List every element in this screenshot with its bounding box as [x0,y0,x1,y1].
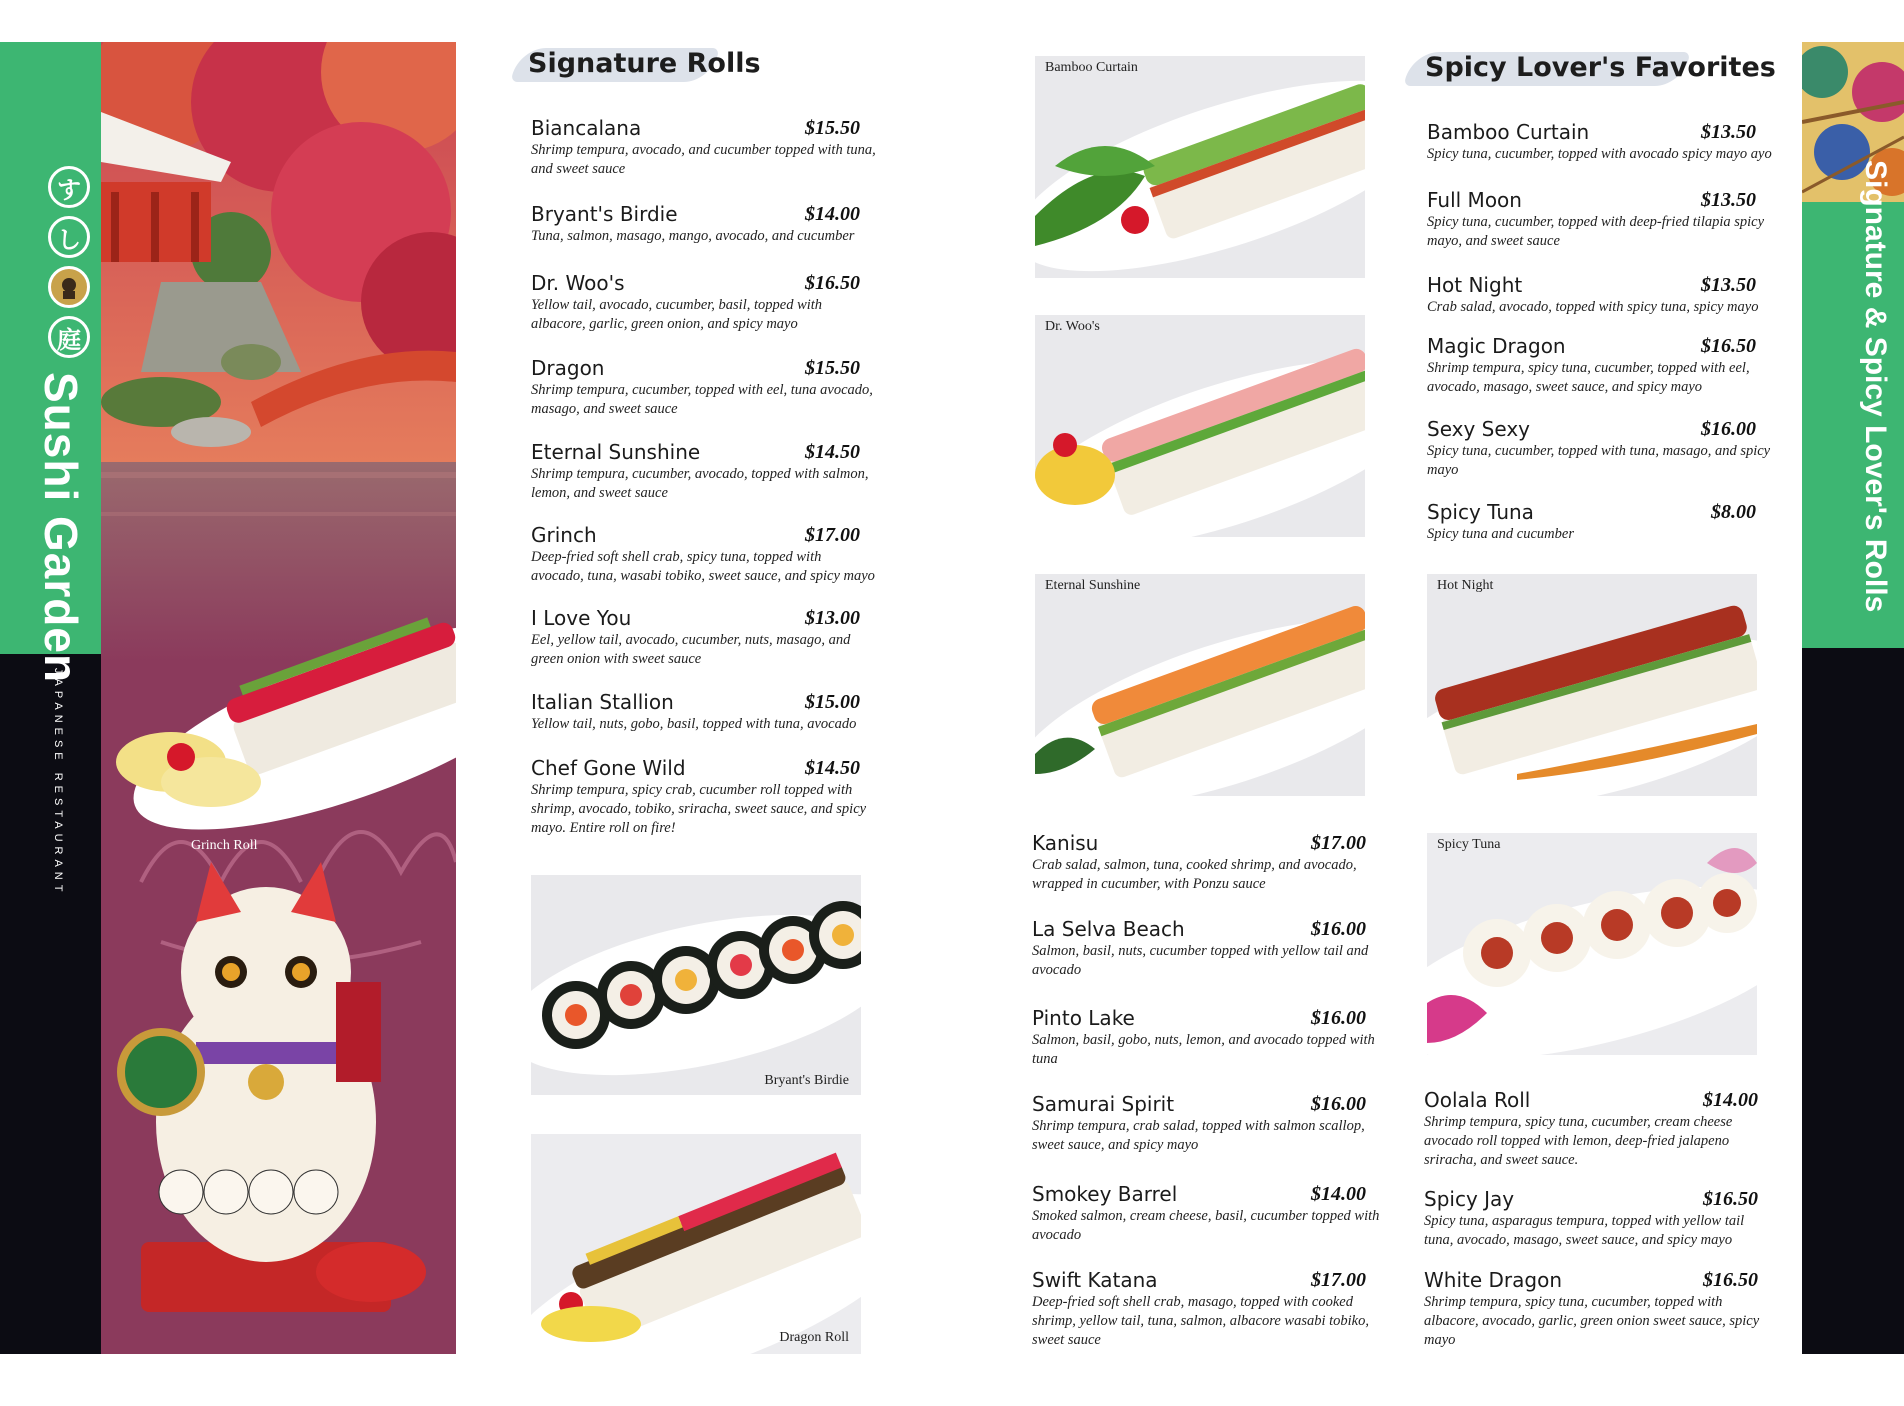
menu-item-description: Shrimp tempura, cucumber, avocado, topped with salmon, lemon, and sweet sauce [531,466,869,501]
menu-item [1427,500,1772,544]
menu-item-description: Deep-fried soft shell crab, spicy tuna, topped with avocado, tuna, wasabi tobiko, sweet sauce, and spicy mayo [531,549,875,584]
logo-mark-1: す [48,166,90,208]
hot-night-photo [1427,574,1757,796]
bamboo-curtain-photo [1035,56,1365,278]
menu-item-description: Deep-fried soft shell crab, masago, topped with cooked shrimp, yellow tail, tuna, salmon, albacore wasabi tobiko, sweet sauce [1032,1294,1369,1348]
eternal-sunshine-photo [1035,574,1365,796]
menu-item-price: $16.50 [1701,335,1756,357]
menu-item-name: Dragon [531,356,605,380]
menu-item-description: Spicy tuna, asparagus tempura, topped with yellow tail tuna, avocado, masago, sweet sauce, and spicy mayo [1424,1213,1745,1248]
menu-item-description: Shrimp tempura, cucumber, topped with eel, tuna avocado, masago, and sweet sauce [531,382,873,417]
right-spine-dark [1802,648,1904,1354]
menu-item-price: $17.00 [1311,832,1366,854]
menu-item-description: Crab salad, salmon, tuna, cooked shrimp, and avocado, wrapped in cucumber, with Ponzu sauce [1032,857,1357,892]
brand-subtitle: JAPANESE RESTAURANT [52,668,64,897]
menu-item-name: Smokey Barrel [1032,1182,1178,1206]
menu-item-description: Shrimp tempura, spicy crab, cucumber roll topped with shrimp, avocado, tobiko, sriracha, sweet sauce, and spicy mayo. Entire roll on fire! [531,782,867,836]
menu-item [531,440,876,503]
menu-item-name: Bryant's Birdie [531,202,678,226]
menu-item [1032,831,1382,894]
menu-item-price: $8.00 [1711,501,1756,523]
menu-item [531,356,876,419]
menu-item-name: Kanisu [1032,831,1099,855]
bryants-birdie-photo [531,875,861,1095]
logo-mark-3: 庭 [48,316,90,358]
menu-item-price: $16.00 [1701,418,1756,440]
menu-item-name: Eternal Sunshine [531,440,701,464]
menu-item-name: Sexy Sexy [1427,417,1530,441]
menu-item-description: Eel, yellow tail, avocado, cucumber, nuts, masago, and green onion with sweet sauce [531,632,851,667]
menu-item-name: La Selva Beach [1032,917,1185,941]
brand-name: Sushi Garden [35,372,87,684]
dr-woos-caption: Dr. Woo's [1045,319,1100,334]
menu-item-price: $17.00 [805,524,860,546]
menu-item-price: $13.50 [1701,274,1756,296]
garden-artwork [101,42,456,1354]
menu-item-name: Chef Gone Wild [531,756,686,780]
menu-item [1032,1092,1382,1155]
menu-item-price: $16.50 [1703,1269,1758,1291]
menu-item-description: Yellow tail, avocado, cucumber, basil, topped with albacore, garlic, green onion, and spicy mayo [531,297,823,332]
menu-item-name: I Love You [531,606,632,630]
menu-item [1032,917,1382,980]
menu-item-name: Hot Night [1427,273,1523,297]
menu-item-description: Spicy tuna, cucumber, topped with deep-fried tilapia spicy mayo, and sweet sauce [1427,214,1765,249]
menu-item-description: Shrimp tempura, spicy tuna, cucumber, cream cheese avocado roll topped with lemon, deep-fried jalapeno sriracha, and sweet sauce. [1424,1114,1733,1168]
menu-item-name: White Dragon [1424,1268,1562,1292]
menu-item-price: $16.50 [1703,1188,1758,1210]
menu-item-price: $16.00 [1311,1093,1366,1115]
menu-item-price: $15.00 [805,691,860,713]
menu-item-price: $16.00 [1311,918,1366,940]
menu-item [1032,1182,1382,1245]
dragon-roll-caption: Dragon Roll [779,1330,849,1345]
menu-item-description: Shrimp tempura, spicy tuna, cucumber, topped with eel, avocado, masago, sweet sauce, and spicy mayo [1427,360,1750,395]
bryants-birdie-caption: Bryant's Birdie [764,1073,849,1088]
spicy-section-title: Spicy Lover's Favorites [1425,52,1776,83]
dr-woos-photo [1035,315,1365,537]
samurai-logo-icon [48,266,90,308]
spicy-tuna-caption: Spicy Tuna [1437,837,1501,852]
menu-item-description: Shrimp tempura, crab salad, topped with salmon scallop, sweet sauce, and spicy mayo [1032,1118,1365,1153]
menu-item [1032,1006,1382,1069]
dragon-roll-photo [531,1134,861,1354]
menu-item-name: Pinto Lake [1032,1006,1135,1030]
menu-item-description: Salmon, basil, nuts, cucumber topped with yellow tail and avocado [1032,943,1369,978]
menu-item-price: $16.00 [1311,1007,1366,1029]
menu-item-price: $14.00 [1703,1089,1758,1111]
menu-item-name: Grinch [531,523,597,547]
menu-item [531,606,876,669]
grinch-roll-caption: Grinch Roll [191,838,258,853]
menu-item-price: $15.50 [805,357,860,379]
menu-item [531,271,876,334]
menu-item [1424,1268,1774,1350]
menu-item-name: Oolala Roll [1424,1088,1531,1112]
menu-item-name: Swift Katana [1032,1268,1158,1292]
signature-section-title: Signature Rolls [528,48,761,79]
menu-item-description: Salmon, basil, gobo, nuts, lemon, and avocado topped with tuna [1032,1032,1375,1067]
menu-item [531,690,876,734]
menu-item-description: Crab salad, avocado, topped with spicy tuna, spicy mayo [1427,299,1759,315]
menu-item-name: Full Moon [1427,188,1522,212]
menu-item-name: Spicy Jay [1424,1187,1515,1211]
menu-item-description: Shrimp tempura, spicy tuna, cucumber, topped with albacore, avocado, garlic, green onion sweet sauce, spicy mayo [1424,1294,1760,1348]
menu-item-price: $15.50 [805,117,860,139]
menu-item [1427,273,1772,317]
logo-mark-2: し [48,216,90,258]
menu-item-name: Dr. Woo's [531,271,625,295]
menu-item [1032,1268,1382,1350]
menu-item-description: Yellow tail, nuts, gobo, basil, topped with tuna, avocado [531,716,857,732]
menu-item-price: $17.00 [1311,1269,1366,1291]
menu-item-price: $14.50 [805,441,860,463]
menu-item-description: Spicy tuna and cucumber [1427,526,1574,542]
menu-item [531,756,876,838]
menu-item-description: Smoked salmon, cream cheese, basil, cucumber topped with avocado [1032,1208,1380,1243]
eternal-sunshine-caption: Eternal Sunshine [1045,578,1141,593]
spine-title: Signature & Spicy Lover's Rolls [1859,160,1892,613]
menu-item [531,523,876,586]
menu-item [1424,1088,1774,1170]
menu-item-name: Magic Dragon [1427,334,1566,358]
menu-item [531,202,876,246]
menu-item-price: $13.50 [1701,121,1756,143]
menu-item-name: Biancalana [531,116,642,140]
menu-item-description: Spicy tuna, cucumber, topped with avocado spicy mayo ayo [1427,146,1772,162]
menu-item-name: Bamboo Curtain [1427,120,1590,144]
menu-item [531,116,876,179]
menu-item-description: Shrimp tempura, avocado, and cucumber topped with tuna, and sweet sauce [531,142,876,177]
menu-item-description: Spicy tuna, cucumber, topped with tuna, masago, and spicy mayo [1427,443,1771,478]
menu-item-price: $13.50 [1701,189,1756,211]
hot-night-caption: Hot Night [1437,578,1494,593]
menu-item-name: Spicy Tuna [1427,500,1534,524]
menu-item [1427,417,1772,480]
menu-item-price: $16.50 [805,272,860,294]
menu-item [1427,120,1772,164]
menu-item-price: $14.00 [805,203,860,225]
bamboo-curtain-caption: Bamboo Curtain [1045,60,1138,75]
menu-item [1427,334,1772,397]
menu-item-description: Tuna, salmon, masago, mango, avocado, and cucumber [531,228,855,244]
menu-item-price: $14.50 [805,757,860,779]
brand-spine-dark [0,654,101,1354]
menu-item-price: $14.00 [1311,1183,1366,1205]
menu-item-name: Italian Stallion [531,690,674,714]
menu-item-price: $13.00 [805,607,860,629]
spicy-tuna-photo [1427,833,1757,1055]
menu-item [1424,1187,1774,1250]
menu-item-name: Samurai Spirit [1032,1092,1175,1116]
menu-item [1427,188,1772,251]
